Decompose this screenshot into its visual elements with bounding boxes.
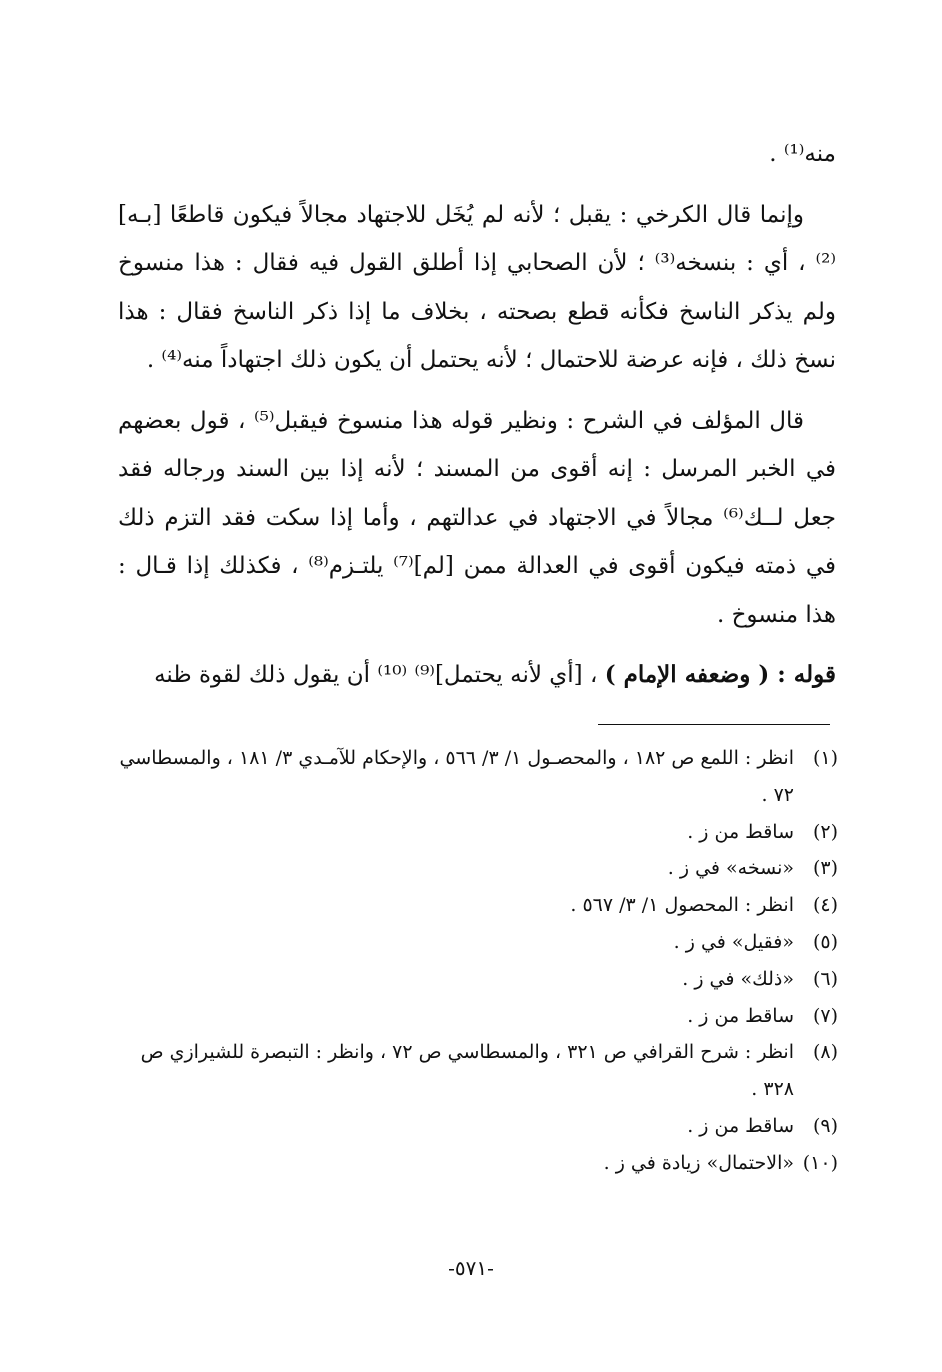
main-text	[118, 130, 836, 700]
footnote	[118, 1108, 838, 1145]
footnote	[118, 850, 838, 887]
paragraph-4-quote: قوله : ( وضعفه الإمام )	[604, 661, 836, 688]
footnote-number: (١)	[812, 747, 838, 769]
footnote-text: «ذلك» في ز .	[682, 967, 794, 990]
footnote-number: (٨)	[812, 1041, 838, 1064]
paragraph-2: وإنما قال الكرخي : يقبل ؛ لأنه لم يُخَل للاجتهاد مجالاً فيكون قاطعًا [بـه]⁽²⁾ ، أي : بنسخه⁽³⁾ ؛ لأن الصحابي إذا أطلق القول فيه فقال : هذا منسوخ ولم يذكر الناسخ فكأنه قطع بصحته ، بخلاف ما إذا ذكر الناسخ فقال : هذا نسخ ذلك ، فإنه عرضة للاحتمال ؛ لأنه يحتمل أن يكون ذلك اجتهاداً منه⁽⁴⁾ .	[118, 201, 836, 373]
footnote-divider	[598, 724, 830, 725]
footnote-number: (٥)	[812, 930, 838, 953]
footnote	[118, 924, 838, 961]
footnotes	[118, 740, 838, 1182]
footnote	[118, 740, 838, 814]
footnote-text: ساقط من ز .	[687, 1004, 794, 1027]
footnote-number: (٤)	[812, 894, 838, 917]
paragraph-3: قال المؤلف في الشرح : ونظير قوله هذا منسوخ فيقبل⁽⁵⁾ ، قول بعضهم في الخبر المرسل : إنه أقوى من المسند ؛ لأنه إذا بين السند ورجاله فقد جعل لــك⁽⁶⁾ مجالاً في الاجتهاد في عدالتهم ، وأما إذا سكت فقد التزم ذلك في ذمته فيكون أقوى في العدالة ممن [لم]⁽⁷⁾ يلتـزم⁽⁸⁾ ، فكذلك إذا قـال : هذا منسوخ .	[118, 407, 837, 628]
footnote	[118, 814, 838, 851]
footnote-text: «الاحتمال» زيادة في ز .	[603, 1151, 794, 1174]
page-number: -٥٧١-	[448, 1256, 494, 1280]
footnote	[118, 998, 838, 1035]
paragraph-4	[118, 651, 836, 700]
footnote-number: (٣)	[812, 857, 838, 880]
footnote-number: (٩)	[812, 1114, 838, 1137]
footnote-text: انظر : اللمع ص ١٨٢ ، والمحصـول ١/ ٣/ ٥٦٦ ، والإحكام للآمـدي ٣/ ١٨١ ، والمسطاسي ٧٢ .	[119, 747, 794, 806]
footnote-number: (١٠)	[802, 1151, 838, 1174]
footnote-number: (٦)	[812, 967, 838, 990]
footnote-text: انظر : المحصول ١/ ٣/ ٥٦٧ .	[570, 894, 794, 917]
paragraph-4-text: ، [أي لأنه يحتمل]⁽⁹⁾ ⁽¹⁰⁾ أن يقول ذلك لقوة ظنه	[154, 662, 605, 688]
footnote-number: (٢)	[812, 820, 838, 843]
footnote	[118, 1145, 838, 1182]
footnote-text: ساقط من ز .	[687, 820, 794, 843]
footnote	[118, 961, 838, 998]
footnote-text: انظر : شرح القرافي ص ٣٢١ ، والمسطاسي ص ٧٢ ، وانظر : التبصرة للشيرازي ص ٣٢٨ .	[140, 1041, 794, 1101]
footnote	[118, 887, 838, 924]
footnote	[118, 1034, 838, 1108]
footnote-number: (٧)	[812, 1004, 838, 1027]
paragraph-1: منه⁽¹⁾ .	[769, 141, 836, 167]
footnote-text: ساقط من ز .	[687, 1114, 794, 1137]
footnote-text: «فقيل» في ز .	[673, 930, 794, 953]
footnote-text: «نسخه» في ز .	[667, 857, 794, 880]
